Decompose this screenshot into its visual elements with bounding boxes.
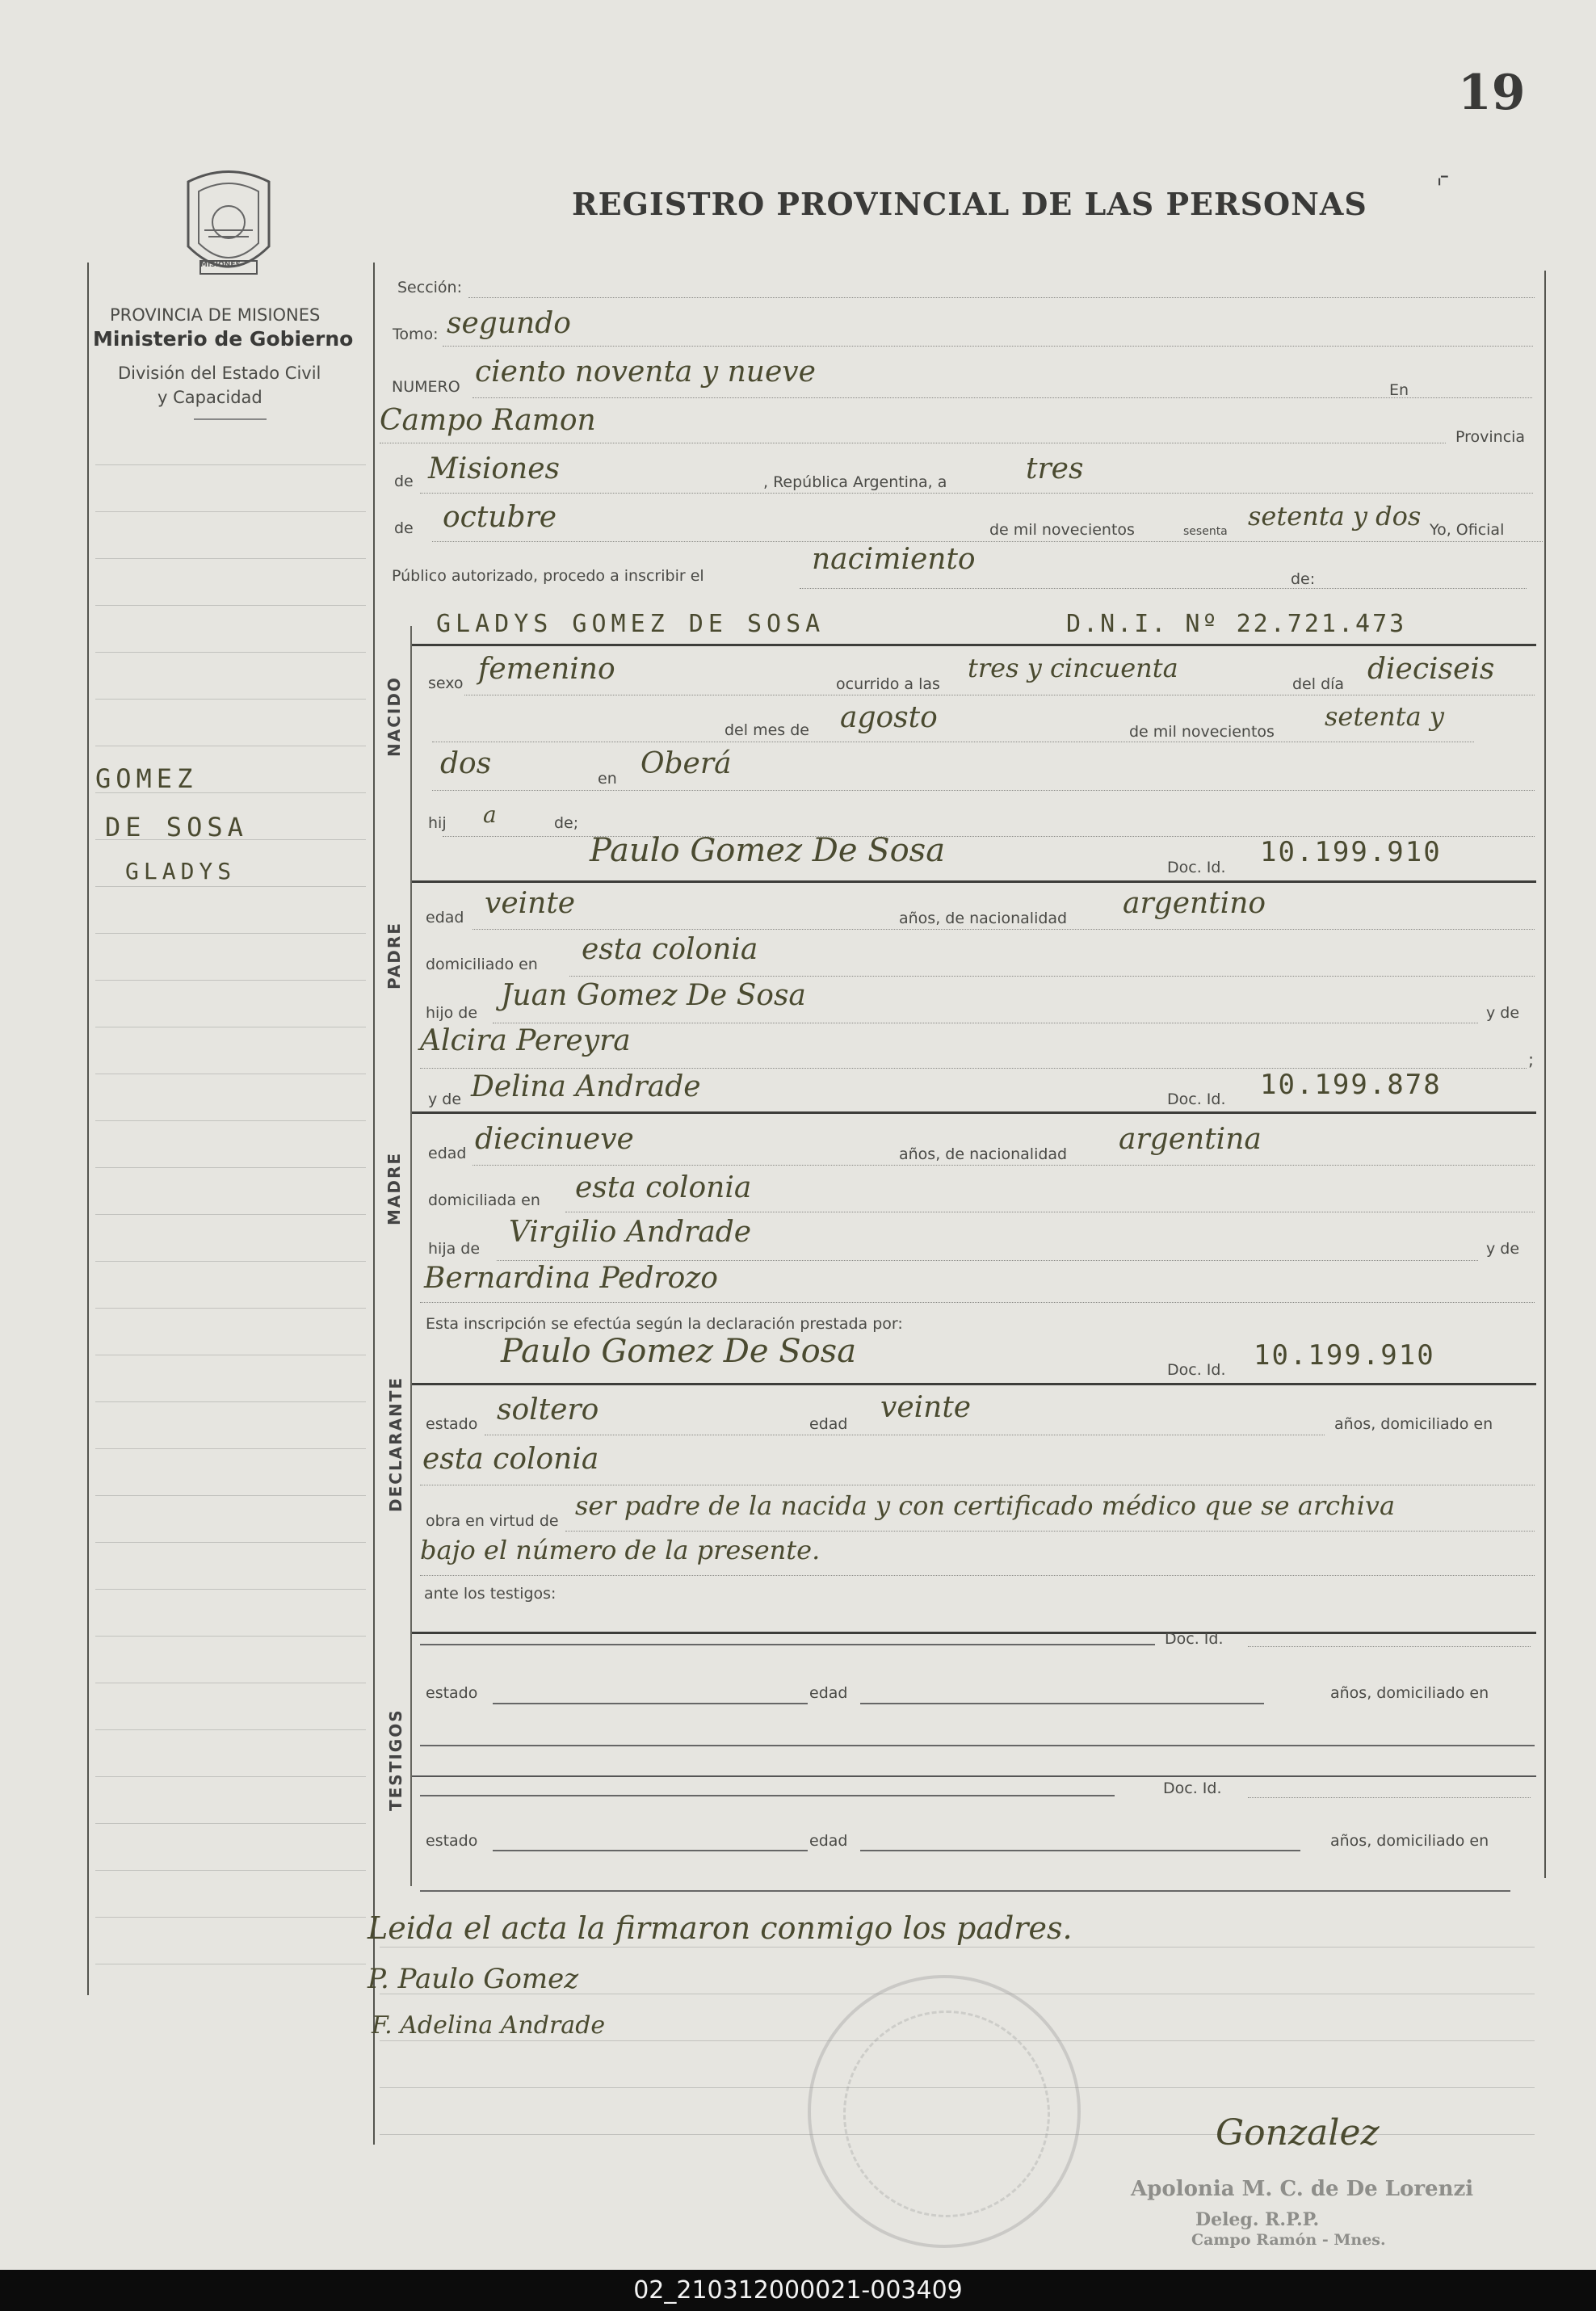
dia-nacimiento-value: dieciseis (1367, 653, 1495, 686)
firma-oficial-signature: Gonzalez (1216, 2112, 1380, 2153)
page-number: 19 (1458, 65, 1526, 121)
madre-hija-line (497, 1260, 1478, 1261)
margin-rule (95, 1636, 366, 1637)
madre-doc-label: Doc. Id. (1167, 1090, 1226, 1108)
anio-nacimiento-1: setenta y (1325, 701, 1444, 732)
testigo2-name-line (420, 1795, 1115, 1796)
testigo2-estado-label: estado (426, 1832, 478, 1850)
padre-edad-line (472, 929, 1535, 930)
padre-dom-line (569, 976, 1535, 977)
division-label-2: y Capacidad (158, 388, 262, 407)
padre-section-label: PADRE (384, 922, 404, 990)
nacido-dni: D.N.I. Nº 22.721.473 (1066, 610, 1407, 638)
testigo1-edad-label: edad (809, 1684, 848, 1702)
margin-rule (95, 1214, 366, 1215)
margin-rule (95, 886, 366, 887)
madre-edad-line (472, 1165, 1535, 1166)
provincia-label: Provincia (1455, 428, 1526, 446)
margin-rule (95, 1823, 366, 1824)
del-mes-label: del mes de (724, 721, 809, 739)
margin-rule (95, 511, 366, 512)
sexo-value: femenino (478, 653, 615, 686)
hij-value: a (483, 801, 497, 828)
madre-nac-label: años, de nacionalidad (899, 1145, 1068, 1163)
testigo2-doc-label: Doc. Id. (1163, 1779, 1222, 1797)
padre-y-de-label: y de (1486, 1004, 1520, 1022)
padre-edad-value: veinte (485, 887, 576, 920)
anio-value: setenta y dos (1248, 501, 1422, 532)
ministry-label: Ministerio de Gobierno (93, 327, 354, 351)
margin-rule (95, 558, 366, 559)
numero-value: ciento noventa y nueve (475, 355, 816, 389)
margin-rule (95, 1167, 366, 1168)
note-rule (380, 1947, 1535, 1948)
margin-surname-2: DE SOSA (105, 812, 248, 842)
seccion-label: Sección: (397, 279, 462, 296)
mil-label-2: de mil novecientos (1129, 723, 1275, 741)
madre-doc-value: 10.199.878 (1260, 1069, 1442, 1101)
margin-rule (95, 933, 366, 934)
en-label-2: en (598, 770, 617, 788)
hij-de-label: de; (554, 814, 579, 832)
testigo1-dom-label: años, domiciliado en (1330, 1684, 1489, 1702)
margin-surname-1: GOMEZ (95, 763, 198, 794)
nota-firma1: P. Paulo Gomez (368, 1963, 579, 1995)
declarante-estado-value: soltero (497, 1393, 599, 1427)
testigo2-edad-line (860, 1850, 1300, 1851)
declarante-edad-value: veinte (880, 1391, 972, 1424)
column-divider-line (373, 263, 375, 2145)
firma-oficial-place: Campo Ramón - Mnes. (1191, 2231, 1386, 2249)
madre-y-de-2-label: y de (1486, 1240, 1520, 1258)
lugar-nacimiento-value: Oberá (640, 747, 732, 780)
de-label: de (394, 473, 414, 490)
tomo-value: segundo (447, 307, 571, 340)
del-dia-label: del día (1292, 675, 1345, 693)
tomo-line (443, 346, 1533, 347)
testigo2-doc-line (1248, 1797, 1531, 1798)
testigos-divider (412, 1632, 1536, 1634)
madre-hija-label: hija de (428, 1240, 481, 1258)
madre-dom-label: domiciliada en (428, 1191, 540, 1209)
tomo-label: Tomo: (393, 326, 439, 343)
margin-rule (95, 1542, 366, 1543)
declarante-divider (412, 1383, 1536, 1385)
nota-firma2: F. Adelina Andrade (372, 2011, 606, 2040)
declarante-dom-label: años, domiciliado en (1334, 1415, 1493, 1433)
padre-nombre: Paulo Gomez De Sosa (590, 832, 946, 869)
padre-edad-label: edad (426, 909, 464, 927)
declarante-edad-label: edad (809, 1415, 848, 1433)
padre-divider (412, 880, 1536, 883)
ocurrido-label: ocurrido a las (836, 675, 940, 693)
oficial-label: Yo, Oficial (1430, 521, 1505, 539)
footer-id: 02_210312000021-003409 (0, 2270, 1596, 2311)
margin-rule (95, 1589, 366, 1590)
testigo1-doc-label: Doc. Id. (1165, 1630, 1224, 1648)
testigo1-estado-label: estado (426, 1684, 478, 1702)
madre-nac-value: argentina (1119, 1123, 1262, 1156)
declarante-section-label: DECLARANTE (386, 1376, 405, 1512)
padre-doc-label: Doc. Id. (1167, 859, 1226, 876)
declarante-intro: Esta inscripción se efectúa según la declaración prestada por: (426, 1315, 903, 1333)
margin-given-name: GLADYS (125, 858, 237, 884)
en-label: En (1389, 381, 1409, 399)
margin-rule (95, 699, 366, 700)
madre-madre-de: Bernardina Pedrozo (424, 1262, 718, 1295)
padre-padre-de: Juan Gomez De Sosa (501, 979, 806, 1012)
margin-rule (95, 1870, 366, 1871)
testigos-section-label: TESTIGOS (386, 1708, 405, 1811)
padre-doc-value: 10.199.910 (1260, 836, 1442, 868)
dia-value: tres (1026, 452, 1084, 485)
testigos-intro: ante los testigos: (424, 1585, 556, 1603)
margin-rule (95, 1401, 366, 1402)
testigo2-dom-label: años, domiciliado en (1330, 1832, 1489, 1850)
margin-rule (95, 1729, 366, 1730)
padre-hijo-label: hijo de (426, 1004, 478, 1022)
padre-madre-de: Alcira Pereyra (420, 1024, 631, 1057)
hij-label: hij (428, 814, 447, 832)
lugar-value: Campo Ramon (380, 404, 596, 437)
margin-rule (95, 980, 366, 981)
madre-edad-value: diecinueve (475, 1123, 634, 1156)
obra-line (565, 1531, 1535, 1532)
nacido-section-label: NACIDO (384, 676, 404, 757)
hora-value: tres y cincuenta (968, 653, 1178, 683)
madre-nombre: Delina Andrade (471, 1070, 701, 1103)
obra-value-2: bajo el número de la presente. (420, 1535, 821, 1565)
declarante-nombre: Paulo Gomez De Sosa (501, 1333, 857, 1370)
nacido-divider (412, 644, 1536, 646)
document-title: REGISTRO PROVINCIAL DE LAS PERSONAS (572, 186, 1367, 222)
left-margin-line (87, 263, 89, 1995)
margin-rule (95, 464, 366, 465)
declarante-doc-value: 10.199.910 (1254, 1339, 1435, 1372)
margin-rule (95, 1448, 366, 1449)
sexo-label: sexo (428, 674, 464, 692)
testigo1-doc-line (1248, 1646, 1531, 1647)
margin-rule (95, 652, 366, 653)
republica-label: , República Argentina, a (763, 473, 947, 491)
padre-dom-label: domiciliado en (426, 956, 538, 973)
firma-oficial-name: Apolonia M. C. de De Lorenzi (1131, 2177, 1474, 2201)
official-seal-icon (808, 1975, 1081, 2248)
anio-nacimiento-2: dos (440, 747, 492, 780)
mark: ⌌ (1430, 162, 1450, 190)
margin-rule (95, 1120, 366, 1121)
madre-divider (412, 1111, 1536, 1114)
padre-nac-label: años, de nacionalidad (899, 910, 1068, 927)
declarante-estado-label: estado (426, 1415, 478, 1433)
madre-padre-de: Virgilio Andrade (509, 1216, 752, 1249)
lugar-nacimiento-line (432, 790, 1535, 791)
de-label-2: de (394, 519, 414, 537)
declarante-doc-label: Doc. Id. (1167, 1361, 1226, 1379)
provincia-value: Misiones (428, 452, 561, 485)
division-label-1: División del Estado Civil (118, 363, 321, 383)
margin-rule (95, 1495, 366, 1496)
right-margin-line (1544, 271, 1546, 1878)
section-label-line (410, 626, 412, 1886)
margin-rule (95, 1776, 366, 1777)
semicolon: ; (1528, 1050, 1535, 1069)
sesenta-label: sesenta (1183, 525, 1228, 538)
madre-dom-value: esta colonia (575, 1171, 752, 1204)
testigo2-estado-line (493, 1850, 808, 1851)
mes-line (432, 541, 1543, 542)
testigo1-dom-line (420, 1745, 1535, 1746)
padre-dom-value: esta colonia (582, 933, 758, 966)
obra-line-2 (420, 1575, 1535, 1576)
padre-nac-value: argentino (1123, 887, 1266, 920)
firma-oficial-title: Deleg. R.P.P. (1195, 2209, 1320, 2230)
obra-value-1: ser padre de la nacida y con certificado médico que se archiva (575, 1490, 1396, 1521)
publico-label: Público autorizado, procedo a inscribir el (392, 567, 704, 585)
mil-novecientos-label: de mil novecientos (989, 521, 1135, 539)
numero-line (472, 397, 1532, 398)
margin-rule (95, 1261, 366, 1262)
acto-value: nacimiento (812, 543, 976, 576)
provincia-line (420, 493, 1533, 494)
testigo2-dom-line (420, 1890, 1510, 1892)
testigo1-edad-line (860, 1703, 1264, 1704)
mes-value: octubre (443, 501, 557, 534)
testigos-mid-divider (412, 1775, 1536, 1777)
margin-rule (95, 1308, 366, 1309)
madre-y-de-label: y de (428, 1090, 462, 1108)
divider (194, 418, 267, 420)
madre-section-label: MADRE (384, 1151, 404, 1225)
madre-edad-label: edad (428, 1145, 467, 1162)
madre-madre-line (420, 1302, 1535, 1303)
margin-rule (95, 1917, 366, 1918)
margin-rule (95, 605, 366, 606)
nota-line1: Leida el acta la firmaron conmigo los padres. (368, 1910, 1073, 1946)
numero-label: NUMERO (392, 378, 460, 396)
mes-nacimiento-value: agosto (840, 701, 938, 734)
seccion-line (468, 297, 1535, 298)
obra-label: obra en virtud de (426, 1512, 559, 1530)
testigo1-name-line (420, 1644, 1155, 1645)
de-colon-label: de: (1291, 570, 1316, 588)
emblem-text: MISIONES (200, 261, 241, 269)
declarante-dom-value: esta colonia (422, 1443, 599, 1476)
testigo2-edad-label: edad (809, 1832, 848, 1850)
nacido-nombre: GLADYS GOMEZ DE SOSA (436, 610, 825, 638)
province-label: PROVINCIA DE MISIONES (110, 305, 321, 325)
acto-line (800, 588, 1527, 589)
testigo1-estado-line (493, 1703, 808, 1704)
